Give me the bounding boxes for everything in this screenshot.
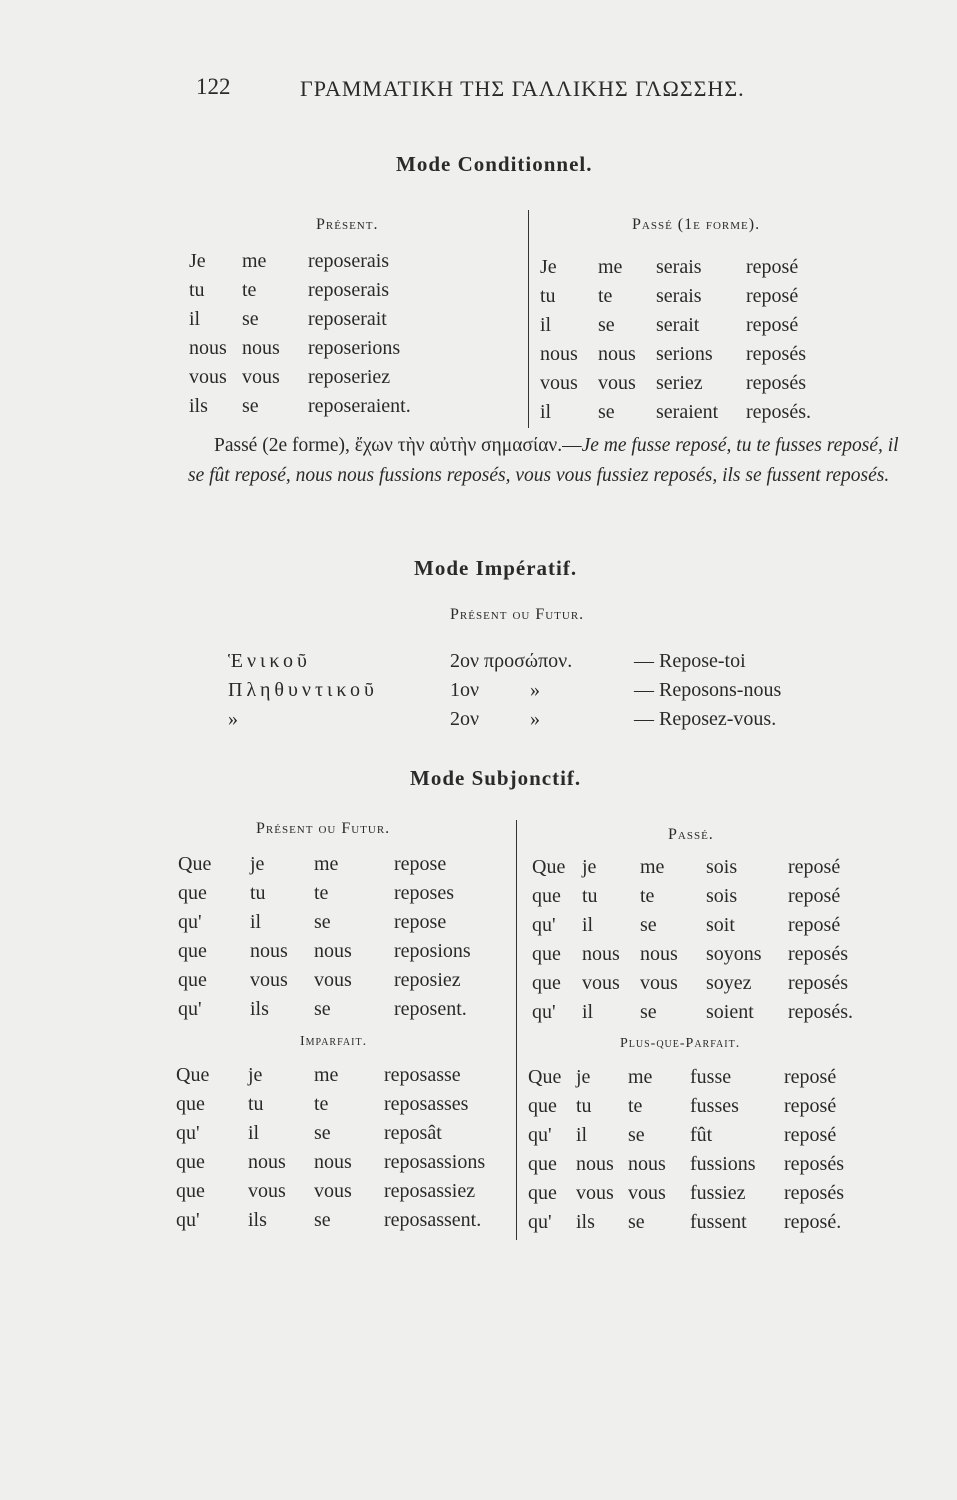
subj-passe-cell: que: [532, 943, 561, 965]
cond-present-cell: ils: [189, 395, 208, 417]
cond-present-cell: nous: [242, 337, 280, 359]
subj-imparfait-cell: nous: [314, 1151, 352, 1173]
subj-pqp-cell: te: [628, 1095, 643, 1117]
subj-pqp-cell: nous: [576, 1153, 614, 1175]
cond-present-cell: reposerions: [308, 337, 401, 359]
subj-imparfait-cell: reposât: [384, 1122, 442, 1144]
imperatif-cell: »: [228, 708, 242, 730]
subj-imparfait-cell: que: [176, 1151, 205, 1173]
subj-imparfait-cell: me: [314, 1064, 339, 1086]
cond-passe-cell: reposés.: [746, 401, 811, 423]
cond-passe-cell: vous: [540, 372, 578, 394]
cond-passe-cell: serais: [656, 256, 702, 278]
subj-pqp-cell: tu: [576, 1095, 592, 1117]
cond-present-heading: Présent.: [316, 216, 379, 233]
subj-present-cell: vous: [250, 969, 288, 991]
subj-passe-cell: se: [640, 914, 657, 936]
subj-imparfait-cell: vous: [248, 1180, 286, 1202]
subj-imparfait-heading: Imparfait.: [300, 1034, 368, 1049]
subj-passe-cell: te: [640, 885, 655, 907]
subj-passe-cell: que: [532, 885, 561, 907]
subj-imparfait-cell: se: [314, 1122, 331, 1144]
imperatif-cell: — Reposons-nous: [634, 679, 782, 701]
subj-pqp-cell: fussions: [690, 1153, 756, 1175]
subj-passe-cell: reposé: [788, 914, 841, 936]
subj-pqp-cell: reposés: [784, 1182, 844, 1204]
subj-present-cell: reposent.: [394, 998, 467, 1020]
subj-present-cell: je: [250, 853, 265, 875]
subj-passe-cell: qu': [532, 914, 556, 936]
cond-passe-cell: reposé: [746, 314, 799, 336]
imperatif-cell: 2ον: [450, 708, 480, 730]
subj-present-cell: me: [314, 853, 339, 875]
subj-pqp-cell: reposé: [784, 1124, 837, 1146]
subj-passe-cell: soyez: [706, 972, 752, 994]
cond-passe-cell: tu: [540, 285, 556, 307]
subj-present-cell: se: [314, 911, 331, 933]
subj-pqp-cell: vous: [628, 1182, 666, 1204]
cond-passe-cell: reposé: [746, 285, 799, 307]
subj-imparfait-cell: que: [176, 1093, 205, 1115]
subj-passe-cell: je: [582, 856, 597, 878]
imperatif-heading: Présent ou Futur.: [450, 606, 585, 623]
cond-passe-cell: serais: [656, 285, 702, 307]
subj-pqp-cell: que: [528, 1153, 557, 1175]
subj-pqp-cell: que: [528, 1095, 557, 1117]
subj-passe-cell: reposés: [788, 943, 848, 965]
cond-present-cell: Je: [189, 250, 206, 272]
imperatif-cell: Πληθυντικοῦ: [228, 679, 378, 701]
imperatif-cell: Ἑνικοῦ: [228, 650, 311, 672]
subj-passe-cell: tu: [582, 885, 598, 907]
imperatif-cell: — Repose-toi: [634, 650, 746, 672]
subj-present-cell: que: [178, 940, 207, 962]
subj-passe-cell: nous: [640, 943, 678, 965]
subj-pqp-cell: Que: [528, 1066, 562, 1088]
subj-passe-cell: soit: [706, 914, 735, 936]
cond-present-cell: se: [242, 395, 259, 417]
subj-imparfait-cell: tu: [248, 1093, 264, 1115]
cond-present-cell: nous: [189, 337, 227, 359]
subj-column-divider: [516, 820, 517, 1240]
subj-imparfait-cell: reposassions: [384, 1151, 486, 1173]
subj-passe-cell: soient: [706, 1001, 754, 1023]
imperatif-cell: »: [530, 679, 540, 701]
cond-passe-cell: serions: [656, 343, 713, 365]
cond-passe-cell: nous: [598, 343, 636, 365]
subj-pqp-cell: se: [628, 1211, 645, 1233]
subj-pqp-cell: il: [576, 1124, 588, 1146]
cond-passe-heading: Passé (1e forme).: [632, 216, 761, 233]
subj-pqp-cell: fusse: [690, 1066, 732, 1088]
subj-passe-cell: sois: [706, 885, 738, 907]
subj-imparfait-cell: reposassiez: [384, 1180, 476, 1202]
imperatif-cell: — Reposez-vous.: [634, 708, 777, 730]
subj-imparfait-cell: Que: [176, 1064, 210, 1086]
cond-passe-cell: reposé: [746, 256, 799, 278]
cond-passe-cell: nous: [540, 343, 578, 365]
imperatif-cell: 2ον προσώπον.: [450, 650, 573, 672]
subj-present-cell: te: [314, 882, 329, 904]
passe-2e-forme: [188, 431, 908, 491]
subj-pqp-cell: me: [628, 1066, 653, 1088]
cond-present-cell: tu: [189, 279, 205, 301]
subj-passe-cell: sois: [706, 856, 738, 878]
cond-passe-cell: reposés: [746, 372, 806, 394]
subj-passe-cell: soyons: [706, 943, 762, 965]
subj-passe-cell: vous: [582, 972, 620, 994]
cond-passe-cell: te: [598, 285, 613, 307]
subj-passe-cell: Que: [532, 856, 566, 878]
subj-present-cell: qu': [178, 998, 202, 1020]
cond-passe-cell: seraient: [656, 401, 719, 423]
cond-present-cell: se: [242, 308, 259, 330]
subj-passe-cell: vous: [640, 972, 678, 994]
subj-pqp-cell: reposé: [784, 1095, 837, 1117]
subj-pqp-heading: Plus-que-Parfait.: [620, 1036, 741, 1051]
subj-present-cell: tu: [250, 882, 266, 904]
subj-passe-cell: me: [640, 856, 665, 878]
conditionnel-title: Mode Conditionnel.: [396, 152, 593, 176]
subj-imparfait-cell: qu': [176, 1122, 200, 1144]
subj-passe-cell: nous: [582, 943, 620, 965]
cond-passe-cell: se: [598, 314, 615, 336]
subj-imparfait-cell: vous: [314, 1180, 352, 1202]
subj-imparfait-cell: nous: [248, 1151, 286, 1173]
subj-present-cell: qu': [178, 911, 202, 933]
subj-present-cell: que: [178, 969, 207, 991]
cond-passe-cell: serait: [656, 314, 700, 336]
subj-imparfait-cell: reposasse: [384, 1064, 461, 1086]
subj-pqp-cell: se: [628, 1124, 645, 1146]
subj-present-cell: vous: [314, 969, 352, 991]
cond-present-cell: vous: [189, 366, 227, 388]
subj-passe-cell: que: [532, 972, 561, 994]
subj-pqp-cell: que: [528, 1182, 557, 1204]
cond-passe-cell: reposés: [746, 343, 806, 365]
subj-present-cell: reposions: [394, 940, 471, 962]
subj-pqp-cell: vous: [576, 1182, 614, 1204]
passe2-intro: Passé (2e forme), ἔχων τὴν αὐτὴν σημασίαν.—: [214, 435, 582, 456]
cond-passe-cell: il: [540, 401, 552, 423]
subj-present-cell: repose: [394, 911, 447, 933]
subj-passe-cell: reposé: [788, 856, 841, 878]
subj-present-cell: repose: [394, 853, 447, 875]
subj-pqp-cell: ils: [576, 1211, 595, 1233]
subj-passe-cell: se: [640, 1001, 657, 1023]
subj-imparfait-cell: que: [176, 1180, 205, 1202]
subj-passe-cell: reposé: [788, 885, 841, 907]
subj-pqp-cell: reposé.: [784, 1211, 842, 1233]
subj-passe-cell: reposés.: [788, 1001, 853, 1023]
subj-pqp-cell: qu': [528, 1211, 552, 1233]
subj-pqp-cell: reposé: [784, 1066, 837, 1088]
subj-passe-cell: il: [582, 1001, 594, 1023]
subj-present-cell: nous: [314, 940, 352, 962]
cond-passe-cell: il: [540, 314, 552, 336]
subj-imparfait-cell: ils: [248, 1209, 267, 1231]
cond-present-cell: il: [189, 308, 201, 330]
subj-imparfait-cell: se: [314, 1209, 331, 1231]
cond-passe-cell: Je: [540, 256, 557, 278]
subj-imparfait-cell: reposasses: [384, 1093, 469, 1115]
passe2-forms: Je me fusse reposé, tu te fusses reposé, il se fût reposé, nous nous fussions reposés, vous vous fussiez reposés, ils se fussent reposés.: [188, 435, 899, 486]
subj-present-cell: ils: [250, 998, 269, 1020]
cond-present-cell: te: [242, 279, 257, 301]
imperatif-cell: 1ον: [450, 679, 480, 701]
cond-present-cell: reposerait: [308, 308, 387, 330]
subj-pqp-cell: reposés: [784, 1153, 844, 1175]
subj-imparfait-cell: qu': [176, 1209, 200, 1231]
subj-pqp-cell: je: [576, 1066, 591, 1088]
subj-present-cell: reposes: [394, 882, 454, 904]
cond-passe-cell: seriez: [656, 372, 703, 394]
page-number: 122: [196, 74, 231, 99]
subj-pqp-cell: fussent: [690, 1211, 747, 1233]
cond-passe-cell: vous: [598, 372, 636, 394]
subj-passe-cell: il: [582, 914, 594, 936]
cond-passe-cell: se: [598, 401, 615, 423]
cond-passe-cell: me: [598, 256, 623, 278]
column-divider: [528, 210, 529, 428]
subj-imparfait-cell: il: [248, 1122, 260, 1144]
subj-imparfait-cell: je: [248, 1064, 263, 1086]
running-title: ΓΡΑΜΜΑΤΙΚΗ ΤΗΣ ΓΑΛΛΙΚΗΣ ΓΛΩΣΣΗΣ.: [300, 76, 745, 101]
subj-passe-heading: Passé.: [668, 826, 714, 843]
cond-present-cell: reposerais: [308, 250, 390, 272]
subj-imparfait-cell: reposassent.: [384, 1209, 482, 1231]
subj-pqp-cell: fusses: [690, 1095, 739, 1117]
cond-present-cell: reposeriez: [308, 366, 391, 388]
subj-imparfait-cell: te: [314, 1093, 329, 1115]
cond-present-cell: reposerais: [308, 279, 390, 301]
subj-present-cell: que: [178, 882, 207, 904]
subj-present-cell: reposiez: [394, 969, 461, 991]
subj-present-cell: nous: [250, 940, 288, 962]
subj-pqp-cell: nous: [628, 1153, 666, 1175]
subj-present-heading: Présent ou Futur.: [256, 820, 391, 837]
subj-pqp-cell: fussiez: [690, 1182, 746, 1204]
subj-passe-cell: qu': [532, 1001, 556, 1023]
cond-present-cell: vous: [242, 366, 280, 388]
subj-present-cell: il: [250, 911, 262, 933]
imperatif-title: Mode Impératif.: [414, 556, 578, 580]
subj-present-cell: Que: [178, 853, 212, 875]
subj-pqp-cell: qu': [528, 1124, 552, 1146]
subj-present-cell: se: [314, 998, 331, 1020]
imperatif-cell: »: [530, 708, 540, 730]
subjonctif-title: Mode Subjonctif.: [410, 766, 582, 790]
cond-present-cell: me: [242, 250, 267, 272]
cond-present-cell: reposeraient.: [308, 395, 411, 417]
subj-pqp-cell: fût: [690, 1124, 713, 1146]
subj-passe-cell: reposés: [788, 972, 848, 994]
